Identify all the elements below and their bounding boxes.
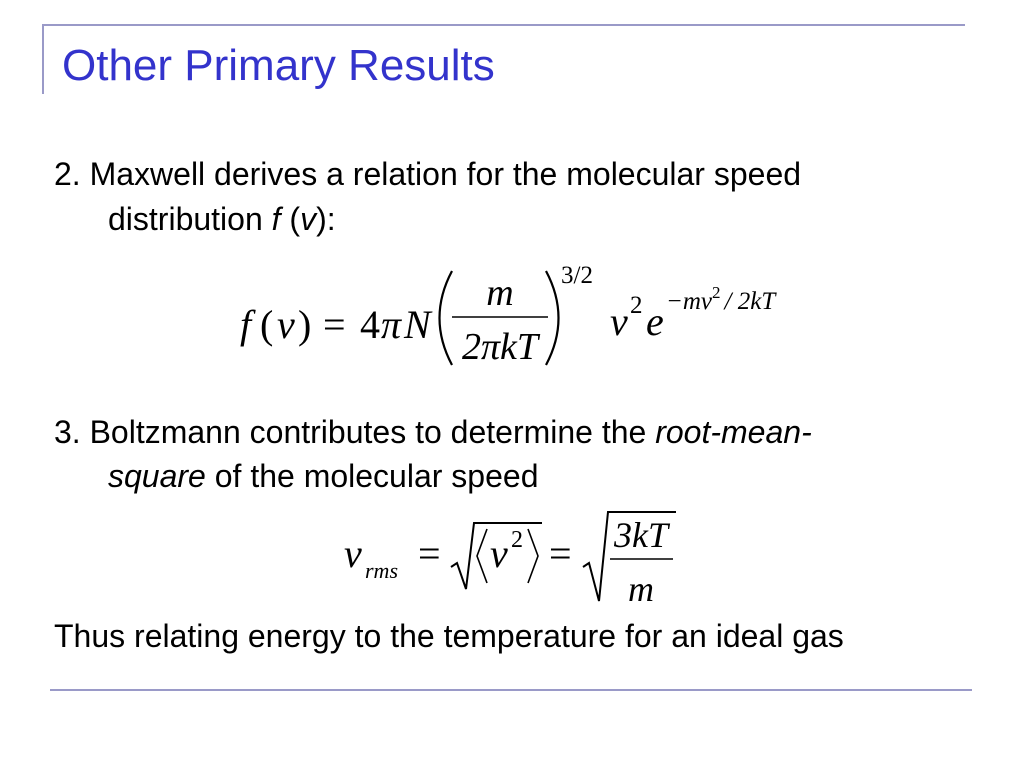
item-2-v: v xyxy=(300,201,317,237)
item-3-italic-1: root-mean- xyxy=(655,414,812,450)
rms-numerator: 3kT xyxy=(614,515,668,555)
eq-lhs-f: f xyxy=(240,302,252,347)
item-3-suffix: of the molecular speed xyxy=(205,458,539,494)
left-paren xyxy=(440,271,453,365)
fraction-numerator: m xyxy=(486,272,514,314)
rms-subscript: rms xyxy=(365,558,399,583)
eq-n: N xyxy=(404,302,431,347)
conclusion-text: Thus relating energy to the temperature for an ideal gas xyxy=(54,618,844,654)
eq-e: e xyxy=(646,299,664,344)
item-3-line-1 xyxy=(54,411,812,454)
exponent-term xyxy=(666,283,777,315)
top-rule xyxy=(44,24,965,26)
eq-pi: π xyxy=(381,302,402,347)
slide-title: Other Primary Results xyxy=(62,41,495,90)
eq-lhs-open: ( xyxy=(260,302,274,347)
bottom-rule xyxy=(50,689,972,691)
eq-coefficient: 4 xyxy=(360,302,380,347)
rms-equation xyxy=(340,507,680,609)
item-2-close: ): xyxy=(316,201,336,237)
fraction-denominator: 2πkT xyxy=(461,326,539,368)
outer-exponent: 3/2 xyxy=(561,262,593,289)
item-3-prefix: 3. Boltzmann contributes to determine the xyxy=(54,414,656,450)
maxwell-equation xyxy=(230,255,800,380)
left-rule xyxy=(42,24,44,94)
rms-v: v xyxy=(344,531,362,576)
item-2-open: ( xyxy=(280,201,301,237)
exponent-suffix: / 2kT xyxy=(724,288,776,315)
right-angle xyxy=(528,529,538,583)
eq-v: v xyxy=(610,299,628,344)
rms-avg-power: 2 xyxy=(511,527,523,553)
item-2-f: f xyxy=(271,201,281,237)
eq-lhs-v: v xyxy=(277,302,295,347)
eq-v-power: 2 xyxy=(630,292,643,319)
rms-equals-2: = xyxy=(549,531,572,576)
exponent-power: 2 xyxy=(712,283,721,302)
item-2-line-2 xyxy=(108,198,336,241)
item-2-line-1: 2. Maxwell derives a relation for the molecular speed xyxy=(54,156,802,192)
item-3-line-2 xyxy=(108,455,538,498)
eq-equals: = xyxy=(323,302,346,347)
left-angle xyxy=(477,529,487,583)
item-2-prefix: distribution xyxy=(108,201,272,237)
rms-equals-1: = xyxy=(418,531,441,576)
right-paren xyxy=(546,271,559,365)
rms-avg-v: v xyxy=(490,531,508,576)
rms-denominator: m xyxy=(628,569,654,609)
exponent-prefix: −mv xyxy=(666,288,713,315)
eq-lhs-close: ) xyxy=(298,302,312,347)
item-3-italic-2: square xyxy=(108,458,206,494)
